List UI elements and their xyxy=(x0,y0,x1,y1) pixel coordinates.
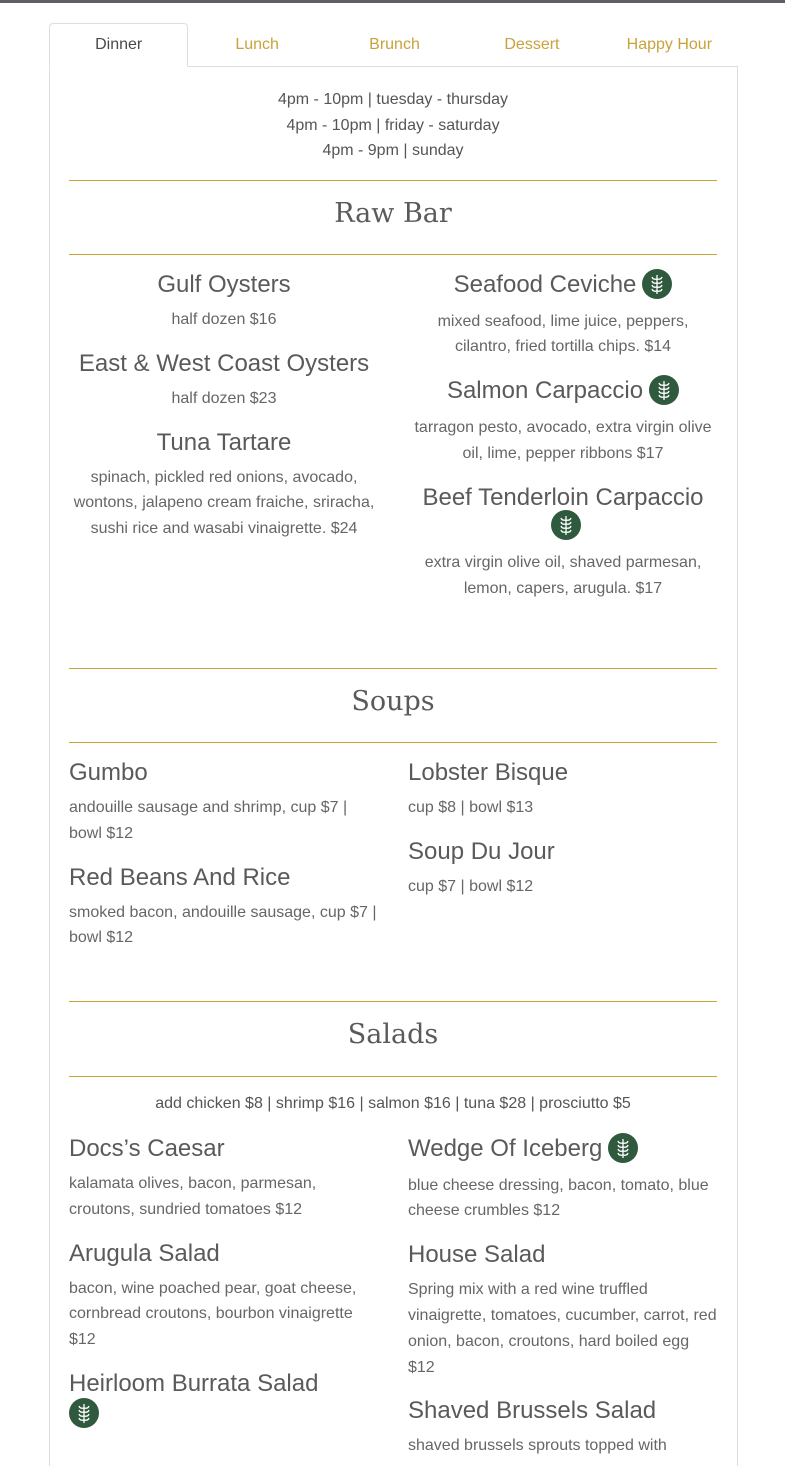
item-description: bacon, wine poached pear, goat cheese, cornbread croutons, bourbon vinaigrette $12 xyxy=(69,1279,357,1349)
item-name: Wedge Of Iceberg xyxy=(408,1135,603,1162)
hours-line: 4pm - 9pm | sunday xyxy=(322,142,464,160)
section-divider xyxy=(69,1076,717,1077)
menu-item xyxy=(69,349,379,412)
menu-item xyxy=(69,758,379,847)
section-title-soups: Soups xyxy=(351,686,435,717)
menu-item xyxy=(69,863,379,952)
menu-item xyxy=(408,376,718,466)
menu-item xyxy=(408,483,718,602)
item-name: Lobster Bisque xyxy=(408,759,569,786)
item-description: Spring mix with a red wine truffled vinaigrette, tomatoes, cucumber, carrot, red onion, bacon, croutons, hard boiled egg $12 xyxy=(408,1281,717,1376)
menu-item xyxy=(408,1134,718,1224)
item-name-row xyxy=(408,483,718,543)
menu-item xyxy=(69,428,379,542)
menu-item xyxy=(408,1240,718,1380)
item-name: Soup Du Jour xyxy=(408,837,555,865)
item-name: Seafood Ceviche xyxy=(453,271,637,298)
menu-item xyxy=(408,1396,718,1459)
top-border xyxy=(0,0,785,3)
menu-item xyxy=(69,1134,379,1223)
item-name: Gumbo xyxy=(69,759,148,786)
soups-left-column xyxy=(69,758,379,967)
item-name-row xyxy=(69,1369,379,1430)
tab-lunch[interactable]: Lunch xyxy=(235,36,279,53)
tab-dinner[interactable]: Dinner xyxy=(49,23,188,67)
menu-tabs xyxy=(49,23,738,67)
item-name: Red Beans And Rice xyxy=(69,863,291,891)
tab-dessert[interactable]: Dessert xyxy=(504,36,560,53)
item-description: half dozen $16 xyxy=(171,311,277,328)
item-name: Salmon Carpaccio xyxy=(446,377,644,405)
menu-item xyxy=(69,1369,379,1430)
item-name: Heirloom Burrata Salad xyxy=(69,1369,319,1397)
menu-item xyxy=(69,270,379,333)
gluten-free-icon xyxy=(642,269,672,299)
item-description: mixed seafood, lime juice, peppers, cilantro, fried tortilla chips. $14 xyxy=(437,312,689,356)
item-name: Beef Tenderloin Carpaccio xyxy=(422,483,704,511)
item-description: blue cheese dressing, bacon, tomato, blue cheese crumbles $12 xyxy=(408,1176,709,1220)
item-description: tarragon pesto, avocado, extra virgin olive oil, lime, pepper ribbons $17 xyxy=(414,418,712,462)
salads-left-column xyxy=(69,1134,379,1446)
menu-item xyxy=(69,1239,379,1353)
item-name: Gulf Oysters xyxy=(157,271,291,298)
item-name-row xyxy=(408,1134,718,1165)
tab-happy-hour[interactable]: Happy Hour xyxy=(626,36,713,53)
item-description: cup $8 | bowl $13 xyxy=(408,799,534,816)
section-divider xyxy=(69,180,717,181)
gluten-free-icon xyxy=(649,375,679,405)
soups-right-column xyxy=(408,758,718,916)
item-description: smoked bacon, andouille sausage, cup $7 | bowl $12 xyxy=(69,903,377,947)
section-divider xyxy=(69,254,717,255)
opening-hours xyxy=(69,87,717,164)
item-description: andouille sausage and shrimp, cup $7 | bowl $12 xyxy=(69,799,348,842)
menu-item xyxy=(408,758,718,821)
hours-line: 4pm - 10pm | friday - saturday xyxy=(286,116,500,134)
item-name: Shaved Brussels Salad xyxy=(408,1397,657,1425)
item-name-row xyxy=(408,270,718,301)
gluten-free-icon xyxy=(69,1398,99,1428)
salads-right-column xyxy=(408,1134,718,1475)
section-title-salads: Salads xyxy=(347,1019,439,1050)
section-divider xyxy=(69,668,717,669)
item-description: cup $7 | bowl $12 xyxy=(408,877,534,895)
item-name-row xyxy=(408,376,718,407)
item-name: East & West Coast Oysters xyxy=(78,349,370,377)
gluten-free-icon xyxy=(608,1133,638,1163)
item-description: kalamata olives, bacon, parmesan, croutons, sundried tomatoes $12 xyxy=(69,1175,317,1218)
item-name: House Salad xyxy=(408,1241,546,1269)
section-divider xyxy=(69,1001,717,1002)
section-divider xyxy=(69,742,717,743)
gluten-free-icon xyxy=(551,510,581,540)
item-name: Docs’s Caesar xyxy=(69,1135,225,1162)
raw-bar-right-column xyxy=(408,270,718,618)
raw-bar-left-column xyxy=(69,270,379,558)
item-description: half dozen $23 xyxy=(171,389,277,407)
menu-item xyxy=(408,837,718,900)
section-title-raw-bar: Raw Bar xyxy=(334,198,452,229)
item-description: extra virgin olive oil, shaved parmesan, lemon, capers, arugula. $17 xyxy=(424,554,702,597)
hours-line: 4pm - 10pm | tuesday - thursday xyxy=(277,91,509,108)
item-description: shaved brussels sprouts topped with xyxy=(408,1437,667,1455)
menu-item xyxy=(408,270,718,360)
item-name: Arugula Salad xyxy=(69,1239,220,1267)
salad-add-ons: add chicken $8 | shrimp $16 | salmon $16 | tuna $28 | prosciutto $5 xyxy=(155,1095,631,1112)
item-name: Tuna Tartare xyxy=(156,428,292,456)
item-description: spinach, pickled red onions, avocado, wontons, jalapeno cream fraiche, sriracha, sushi rice and wasabi vinaigrette. $24 xyxy=(73,468,375,538)
tab-brunch[interactable]: Brunch xyxy=(369,36,420,53)
